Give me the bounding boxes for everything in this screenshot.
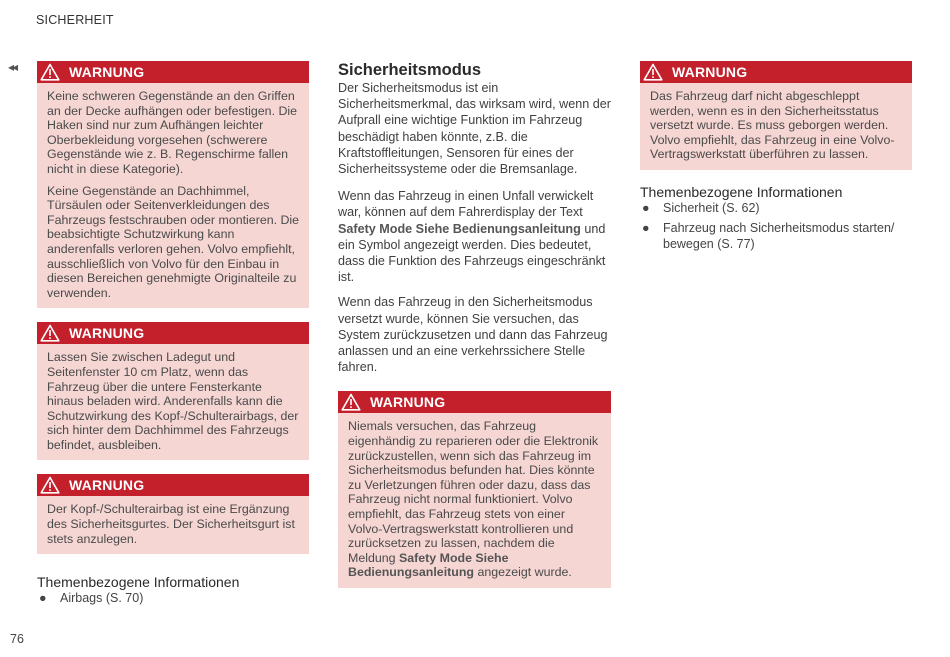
- related-info-title: Themenbezogene Informationen: [640, 183, 843, 200]
- related-info-title: Themenbezogene Informationen: [37, 574, 240, 591]
- bullet-icon: ●: [39, 591, 47, 606]
- column-middle: [338, 61, 611, 602]
- display-message: Safety Mode Siehe Bedienungsanleitung: [348, 550, 509, 580]
- warning-title: WARNUNG: [69, 477, 145, 494]
- warning-triangle-icon: [643, 63, 663, 81]
- page-number: 76: [10, 632, 24, 646]
- warning-body: [640, 83, 912, 170]
- warning-title: WARNUNG: [69, 325, 145, 342]
- body-paragraph: Wenn das Fahrzeug in den Sicherheitsmodus versetzt wurde, können Sie versuchen, das System zurückzusetzen und dann das Fahrzeug anlassen und an eine verkehrssichere Stelle fahren.: [338, 295, 608, 375]
- related-link-sicherheit[interactable]: [640, 201, 912, 217]
- warning-title: WARNUNG: [370, 394, 446, 411]
- warning-body: [338, 413, 611, 588]
- bullet-icon: ●: [642, 200, 650, 215]
- warning-body: [37, 344, 309, 460]
- text: und ein Symbol angezeigt werden. Dies bedeutet, dass die Funktion des Fahrzeugs eingeschränkt ist.: [338, 221, 606, 285]
- warning-header: [37, 474, 309, 496]
- body-paragraph: [338, 188, 611, 285]
- related-link-label: Sicherheit (S. 62): [663, 200, 760, 215]
- text: angezeigt wurde.: [477, 565, 572, 580]
- column-left: [37, 61, 309, 612]
- warning-box-cargo: [37, 322, 309, 460]
- warning-triangle-icon: [40, 476, 60, 494]
- warning-title: WARNUNG: [672, 64, 748, 80]
- warning-box-hooks: [37, 61, 309, 308]
- warning-box-safety-mode: [338, 391, 611, 588]
- warning-body: [37, 83, 309, 308]
- text: Niemals versuchen, das Fahrzeug eigenhändig zu reparieren oder die Elektronik zurückzustellen, wenn sich das Fahrzeug im Sicherheitsmodus befunden hat. Dies könnte zu Verletzungen führen oder dazu, dass das Fahrzeug nicht normal funktioniert. Volvo empfiehlt, das Fahrzeug stets von einer Volvo-Vertragswerkstatt kontrollieren und zurücksetzen zu lassen, nachdem die Meldung: [348, 419, 599, 565]
- related-link-start-after-safety-mode[interactable]: [640, 221, 912, 252]
- warning-paragraph: Keine Gegenstände an Dachhimmel, Türsäulen oder Seitenverkleidungen des Fahrzeugs festschrauben oder montieren. Die beabsichtigte Schutzwirkung kann anderenfalls verloren gehen. Volvo empfiehlt, ausschließlich von Volvo für den Einbau in diesen Bereichen genehmigte Originalteile zu verwenden.: [47, 183, 300, 300]
- bullet-icon: ●: [642, 221, 650, 236]
- warning-paragraph: Keine schweren Gegenstände an den Griffen an der Decke aufhängen oder befestigen. Die Haken sind nur zum Aufhängen leichter Oberbekleidung vorgesehen (schwerere Gegenstände wie z. B. Regenschirme fallen nicht in diese Kategorie).: [47, 89, 298, 176]
- warning-paragraph: Das Fahrzeug darf nicht abgeschleppt werden, wenn es in den Sicherheitsstatus versetzt wurde. Es muss geborgen werden. Volvo empfiehlt, das Fahrzeug in eine Volvo-Vertragswerkstatt überführen zu lassen.: [650, 89, 895, 162]
- warning-title: WARNUNG: [69, 64, 145, 80]
- warning-header: [37, 322, 309, 344]
- warning-header: [37, 61, 309, 83]
- warning-paragraph: Der Kopf-/Schulterairbag ist eine Ergänzung des Sicherheitsgurtes. Der Sicherheitsgurt ist stets anzulegen.: [47, 502, 295, 546]
- warning-paragraph: Lassen Sie zwischen Ladegut und Seitenfenster 10 cm Platz, wenn das Fahrzeug über die untere Fensterkante hinaus beladen wird. Anderenfalls kann die Schutzwirkung des Kopf-/Schulterairbags, der sich hinter dem Dachhimmel des Fahrzeugs befindet, ausbleiben.: [47, 350, 299, 452]
- display-message: Safety Mode Siehe Bedienungsanleitung: [338, 221, 581, 236]
- warning-triangle-icon: [40, 63, 60, 81]
- body-paragraph: Der Sicherheitsmodus ist ein Sicherheitsmerkmal, das wirksam wird, wenn der Aufprall eine wichtige Funktion im Fahrzeug beschädigt haben könnte, z.B. die Kraftstoffleitungen, Sensoren für eines der Sicherheitssysteme oder die Bremsanlage.: [338, 81, 611, 177]
- warning-triangle-icon: [40, 324, 60, 342]
- column-right: [640, 61, 912, 257]
- text: Wenn das Fahrzeug in einen Unfall verwickelt war, können auf dem Fahrerdisplay der Text: [338, 189, 594, 220]
- page-header-title: SICHERHEIT: [36, 13, 114, 27]
- warning-box-towing: [640, 61, 912, 170]
- warning-header: [338, 391, 611, 413]
- back-navigation-icon[interactable]: ◂◂: [8, 60, 17, 74]
- section-title: Sicherheitsmodus: [338, 61, 482, 79]
- warning-header: [640, 61, 912, 83]
- warning-box-airbag: [37, 474, 309, 554]
- related-info-list: [640, 201, 912, 253]
- related-link-airbags[interactable]: [37, 591, 309, 607]
- warning-body: [37, 496, 309, 554]
- related-link-label: Airbags (S. 70): [60, 591, 144, 606]
- related-info-list: [37, 591, 309, 607]
- related-link-label: Fahrzeug nach Sicherheitsmodus starten/ bewegen (S. 77): [663, 221, 895, 251]
- warning-paragraph: [348, 419, 602, 580]
- warning-triangle-icon: [341, 393, 361, 411]
